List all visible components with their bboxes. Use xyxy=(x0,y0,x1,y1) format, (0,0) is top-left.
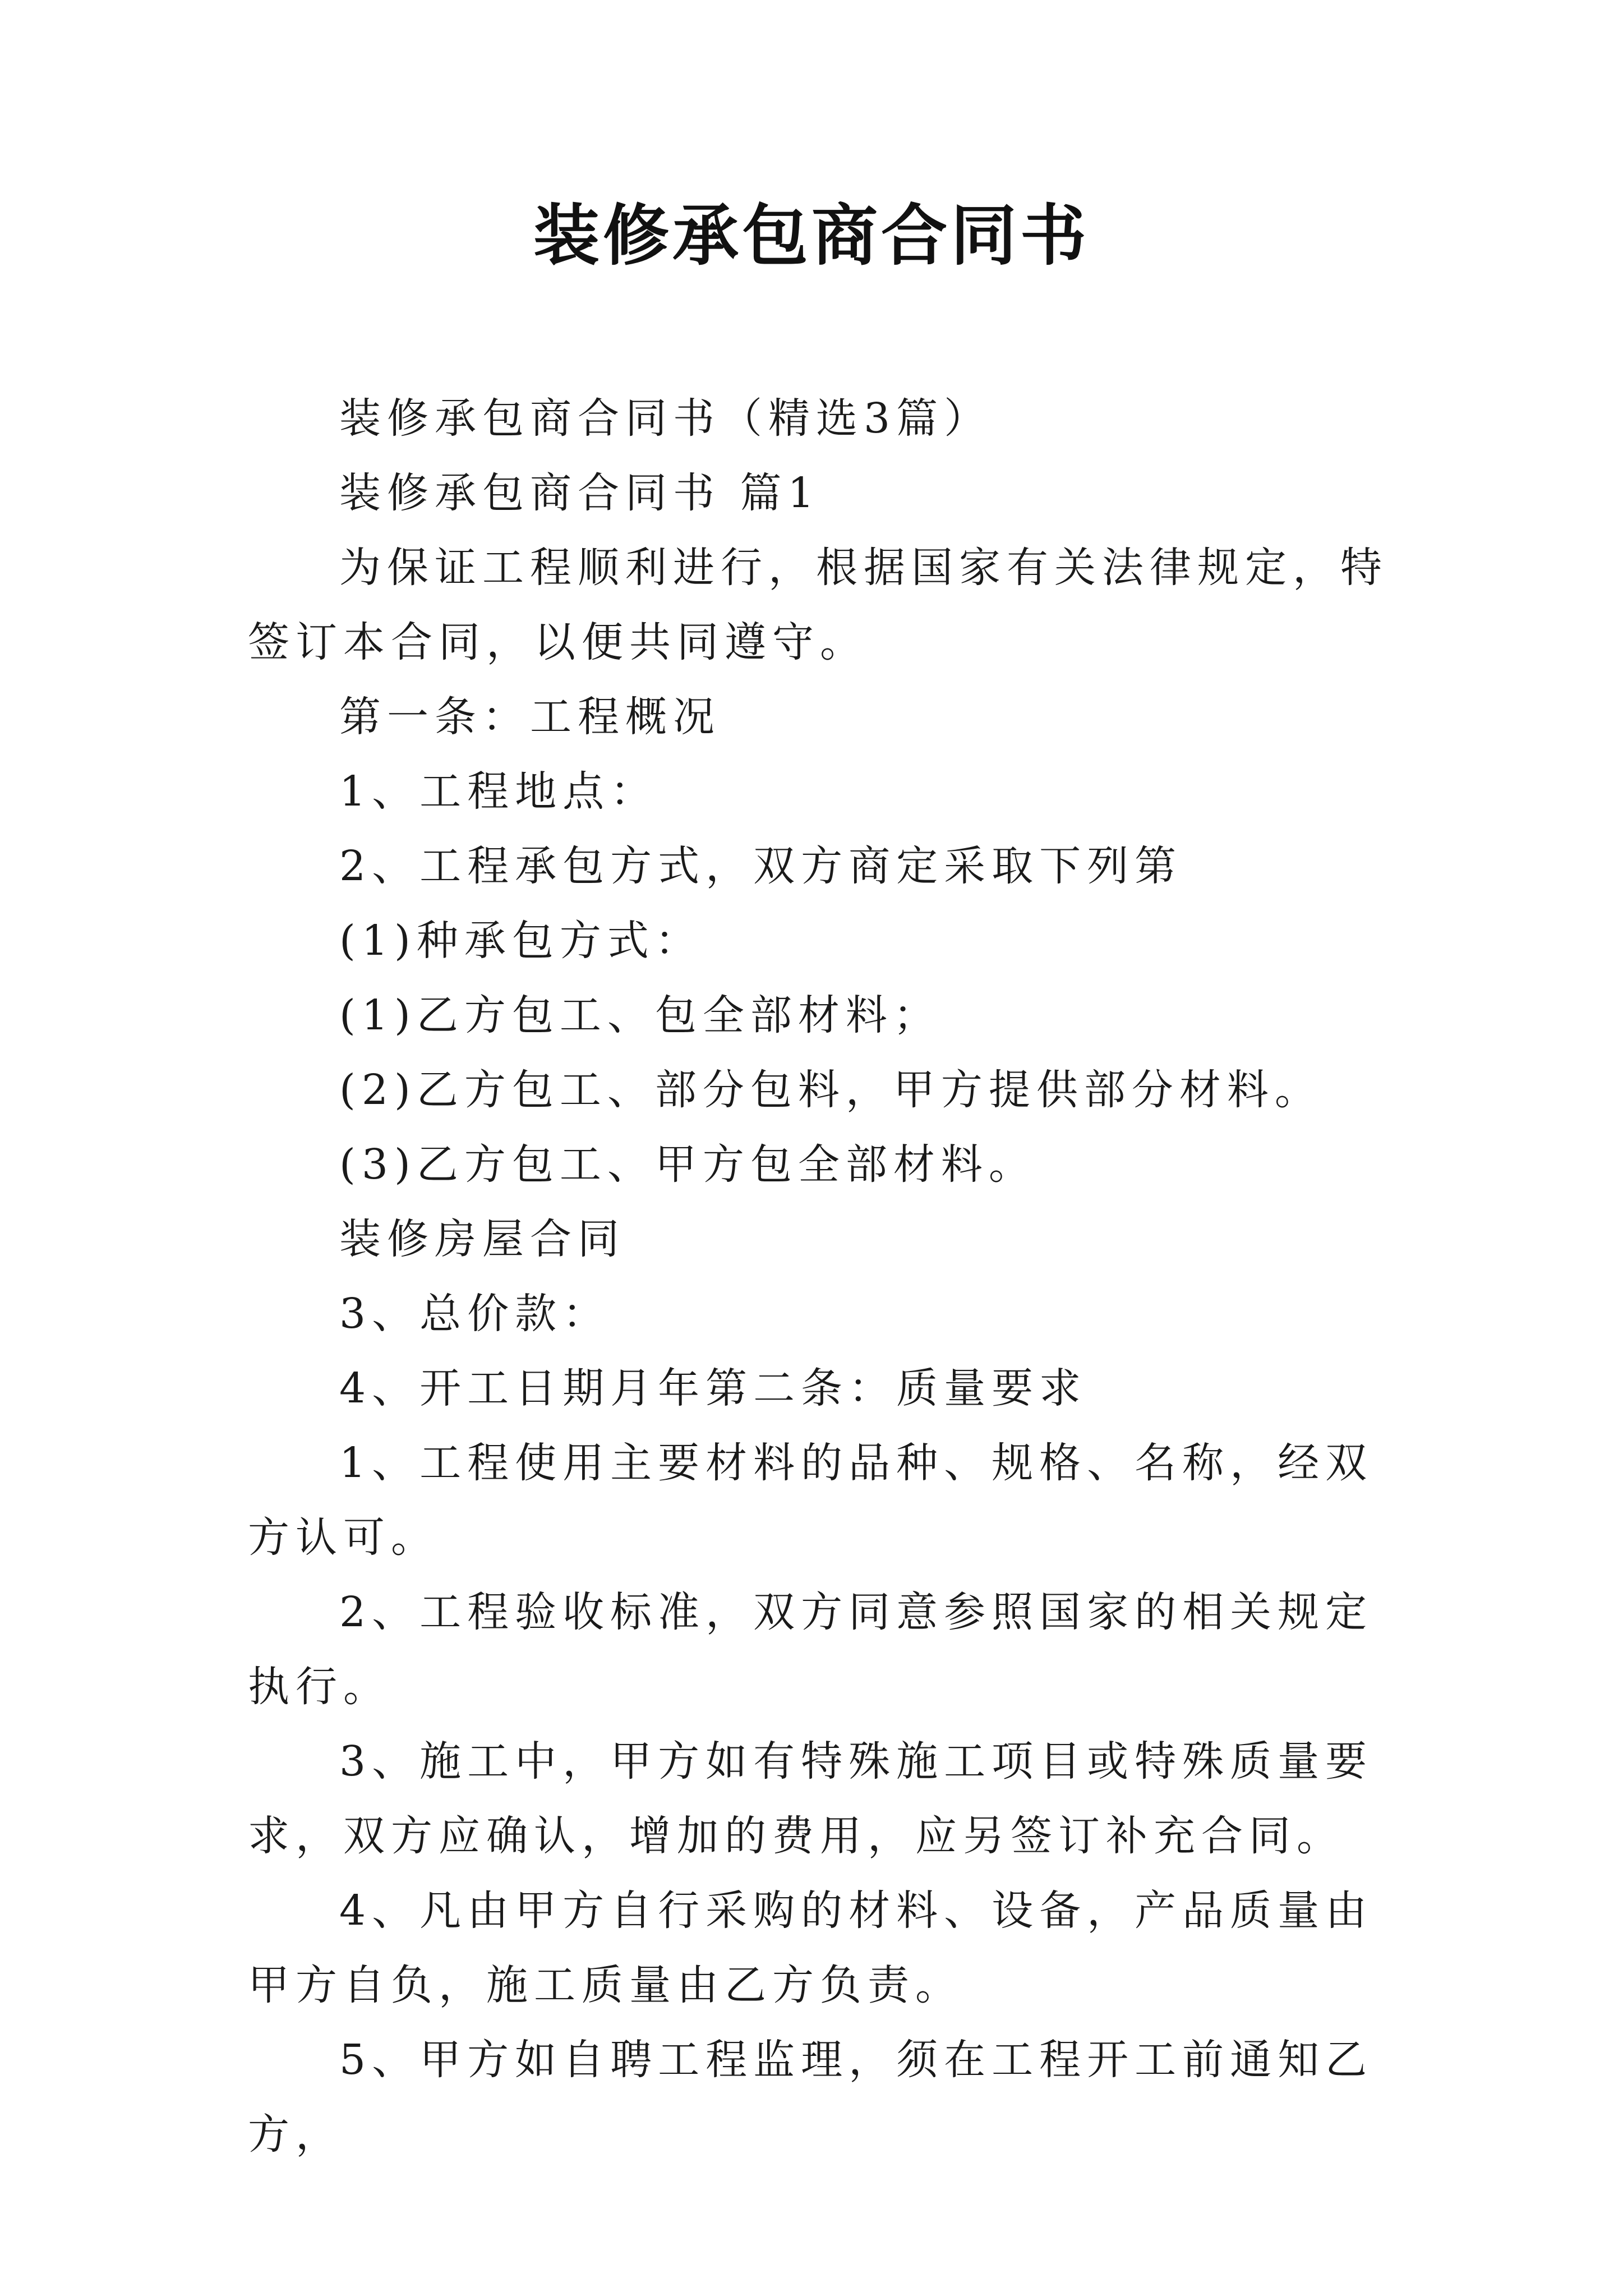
paragraph: 第一条：工程概况 xyxy=(339,693,721,741)
paragraph: 2、工程承包方式，双方商定采取下列第 xyxy=(339,842,1183,890)
paragraph: 4、开工日期月年第二条：质量要求 xyxy=(339,1364,1087,1412)
paragraph: (1)乙方包工、包全部材料； xyxy=(339,991,941,1039)
paragraph: 1、工程使用主要材料的品种、规格、名称，经双方认可。 xyxy=(248,1439,1373,1562)
paragraph: 5、甲方如自聘工程监理，须在工程开工前通知乙方， xyxy=(248,2036,1373,2159)
paragraph: 4、凡由甲方自行采购的材料、设备，产品质量由甲方自负，施工质量由乙方负责。 xyxy=(248,1887,1373,2009)
paragraph: 装修房屋合同 xyxy=(339,1215,625,1263)
paragraph: 装修承包商合同书（精选3篇） xyxy=(339,394,992,443)
paragraph: 1、工程地点： xyxy=(339,767,658,816)
paragraph: 2、工程验收标准，双方同意参照国家的相关规定执行。 xyxy=(248,1588,1373,1711)
paragraph: 3、总价款： xyxy=(339,1290,611,1338)
paragraph: 装修承包商合同书 篇1 xyxy=(339,469,820,517)
document-body xyxy=(248,381,1392,2172)
paragraph: 3、施工中，甲方如有特殊施工项目或特殊质量要求，双方应确认，增加的费用，应另签订补充合同。 xyxy=(248,1737,1373,1860)
document-title: 装修承包商合同书 xyxy=(533,196,1090,274)
paragraph: (2)乙方包工、部分包料，甲方提供部分材料。 xyxy=(339,1066,1322,1114)
paragraph: (3)乙方包工、甲方包全部材料。 xyxy=(339,1140,1036,1189)
paragraph: 为保证工程顺利进行，根据国家有关法律规定，特签订本合同，以便共同遵守。 xyxy=(248,544,1388,666)
paragraph: (1)种承包方式： xyxy=(339,917,703,965)
